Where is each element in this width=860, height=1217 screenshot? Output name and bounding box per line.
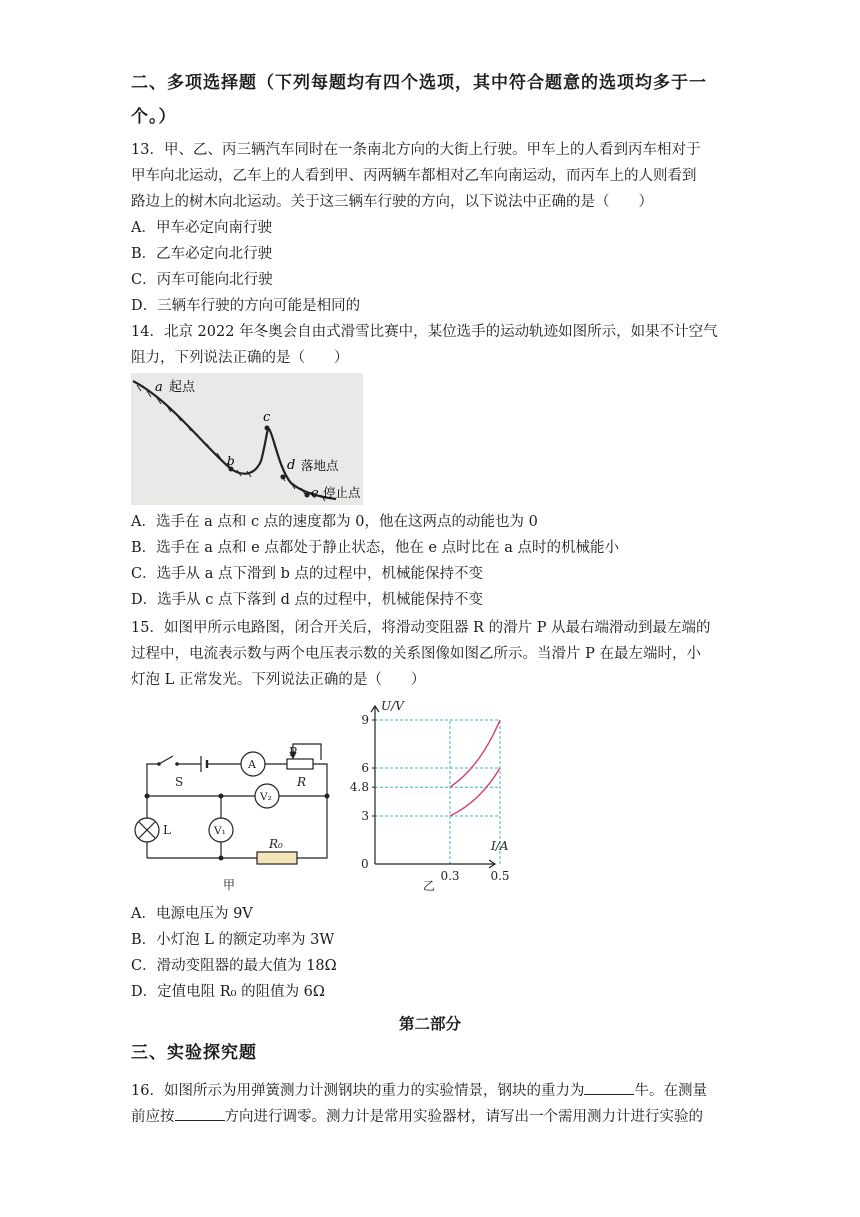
q16-text: 方向进行调零。测力计是常用实验器材，请写出一个需用测力计进行实验的	[224, 1109, 703, 1125]
y-tick-label: 4.8	[349, 780, 369, 795]
graph-caption: 乙	[423, 879, 436, 893]
section-title-experiments: 三、实验探究题	[131, 1043, 257, 1063]
label-a: a	[155, 380, 163, 395]
q15-option-a: A．电源电压为 9V	[131, 906, 253, 922]
q15-option-d: D．定值电阻 R₀ 的阻值为 6Ω	[131, 984, 325, 1000]
q13-stem-line: 路边上的树木向北运动。关于这三辆车行驶的方向，以下说法中正确的是（ ）	[131, 194, 653, 210]
label-stop-point: 停止点	[323, 485, 361, 500]
q15-stem-line: 过程中，电流表示数与两个电压表示数的关系图像如图乙所示。当滑片 P 在最左端时，小	[131, 646, 701, 662]
q13-stem-line: 13．甲、乙、丙三辆汽车同时在一条南北方向的大街上行驶。甲车上的人看到丙车相对于	[131, 142, 701, 158]
trajectory-curve	[133, 381, 336, 499]
label-c: c	[263, 410, 271, 425]
q13-option-a: A．甲车必定向南行驶	[131, 220, 272, 236]
circuit-caption: 甲	[223, 878, 236, 892]
u-i-graph-svg	[345, 696, 515, 896]
point-d-marker	[281, 475, 286, 480]
section-title-line: 个。）	[131, 107, 177, 127]
label-rheostat: R	[297, 775, 307, 789]
q14-stem-line: 阻力，下列说法正确的是（ ）	[131, 350, 349, 366]
q16-text: 16．如图所示为用弹簧测力计测钢块的重力的实验情景，钢块的重力为	[131, 1083, 585, 1099]
origin-label: 0	[361, 857, 369, 871]
wire	[313, 764, 327, 796]
q16-line-1	[131, 1080, 707, 1101]
q13-option-b: B．乙车必定向北行驶	[131, 246, 273, 262]
junction-dot	[219, 856, 224, 861]
section-title-line: 二、多项选择题（下列每题均有四个选项，其中符合题意的选项均多于一	[131, 73, 707, 93]
label-d: d	[287, 458, 296, 473]
y-tick-label: 3	[361, 809, 369, 823]
label-landing-point: 落地点	[301, 458, 339, 473]
q14-option-b: B．选手在 a 点和 e 点都处于静止状态，他在 e 点时比在 a 点时的机械能小	[131, 540, 619, 556]
answer-blank-zero-direction[interactable]	[175, 1106, 225, 1121]
rheostat-box	[287, 759, 313, 769]
guide-lines	[372, 720, 500, 864]
point-e-marker	[305, 493, 310, 498]
q13-stem-line: 甲车向北运动，乙车上的人看到甲、丙两辆车都相对乙车向南运动，而丙车上的人则看到	[131, 168, 697, 184]
q15-option-c: C．滑动变阻器的最大值为 18Ω	[131, 958, 337, 974]
label-e: e	[311, 486, 319, 501]
tick-labels	[350, 713, 510, 883]
q14-option-c: C．选手从 a 点下滑到 b 点的过程中，机械能保持不变	[131, 566, 483, 582]
part-two-title: 第二部分	[398, 1015, 461, 1033]
q14-option-a: A．选手在 a 点和 c 点的速度都为 0，他在这两点的动能也为 0	[131, 514, 538, 530]
ski-trajectory-svg	[131, 373, 363, 505]
q13-option-c: C．丙车可能向北行驶	[131, 272, 273, 288]
q15-stem-line: 15．如图甲所示电路图，闭合开关后，将滑动变阻器 R 的滑片 P 从最右端滑动到最左端的	[131, 620, 711, 636]
x-tick-label: 0.3	[440, 869, 460, 883]
y-tick-label: 9	[361, 713, 369, 727]
q16-text: 牛。在测量	[634, 1083, 707, 1099]
y-tick-label: 6	[361, 761, 369, 775]
q16-text: 前应按	[131, 1109, 175, 1125]
label-ammeter: A	[248, 758, 256, 771]
wire	[297, 796, 327, 858]
point-c-marker	[265, 426, 270, 431]
junction-dot	[145, 794, 150, 799]
label-switch: S	[175, 775, 184, 789]
label-lamp: L	[163, 823, 171, 837]
switch-blade	[159, 756, 173, 764]
label-v2: V₂	[260, 791, 272, 803]
circuit-svg	[131, 700, 331, 895]
q14-stem-line: 14．北京 2022 年冬奥会自由式滑雪比赛中，某位选手的运动轨迹如图所示，如果不计空气	[131, 324, 718, 340]
q15-option-b: B．小灯泡 L 的额定功率为 3W	[131, 932, 335, 948]
slope-hatching	[137, 385, 325, 501]
label-v1: V₁	[214, 825, 226, 837]
x-tick-label: 0.5	[490, 869, 510, 883]
u-i-graph	[345, 696, 515, 896]
slider-wire	[293, 744, 321, 760]
q15-stem-line: 灯泡 L 正常发光。下列说法正确的是（ ）	[131, 672, 426, 688]
switch-contact	[175, 762, 179, 766]
ski-trajectory-figure	[131, 373, 363, 505]
q14-option-d: D．选手从 c 点下落到 d 点的过程中，机械能保持不变	[131, 592, 483, 608]
wire	[147, 764, 159, 796]
series-curve-2	[450, 768, 500, 816]
circuit-diagram	[131, 700, 331, 895]
y-axis-label: U/V	[381, 699, 404, 713]
x-axis-label: I/A	[491, 839, 509, 853]
label-b: b	[227, 454, 235, 468]
switch-contact	[157, 762, 161, 766]
label-slider-p: P	[289, 745, 298, 759]
junction-dot	[325, 794, 330, 799]
q13-option-d: D．三辆车行驶的方向可能是相同的	[131, 298, 361, 314]
junction-dot	[219, 794, 224, 799]
answer-blank-weight[interactable]	[584, 1080, 634, 1095]
r0-resistor-box	[257, 852, 297, 864]
label-r0: R₀	[269, 837, 283, 851]
label-start-point: 起点	[169, 380, 196, 395]
q16-line-2	[131, 1106, 703, 1127]
series-curve-1	[450, 720, 500, 787]
section-title-multiple-choice	[131, 66, 741, 134]
